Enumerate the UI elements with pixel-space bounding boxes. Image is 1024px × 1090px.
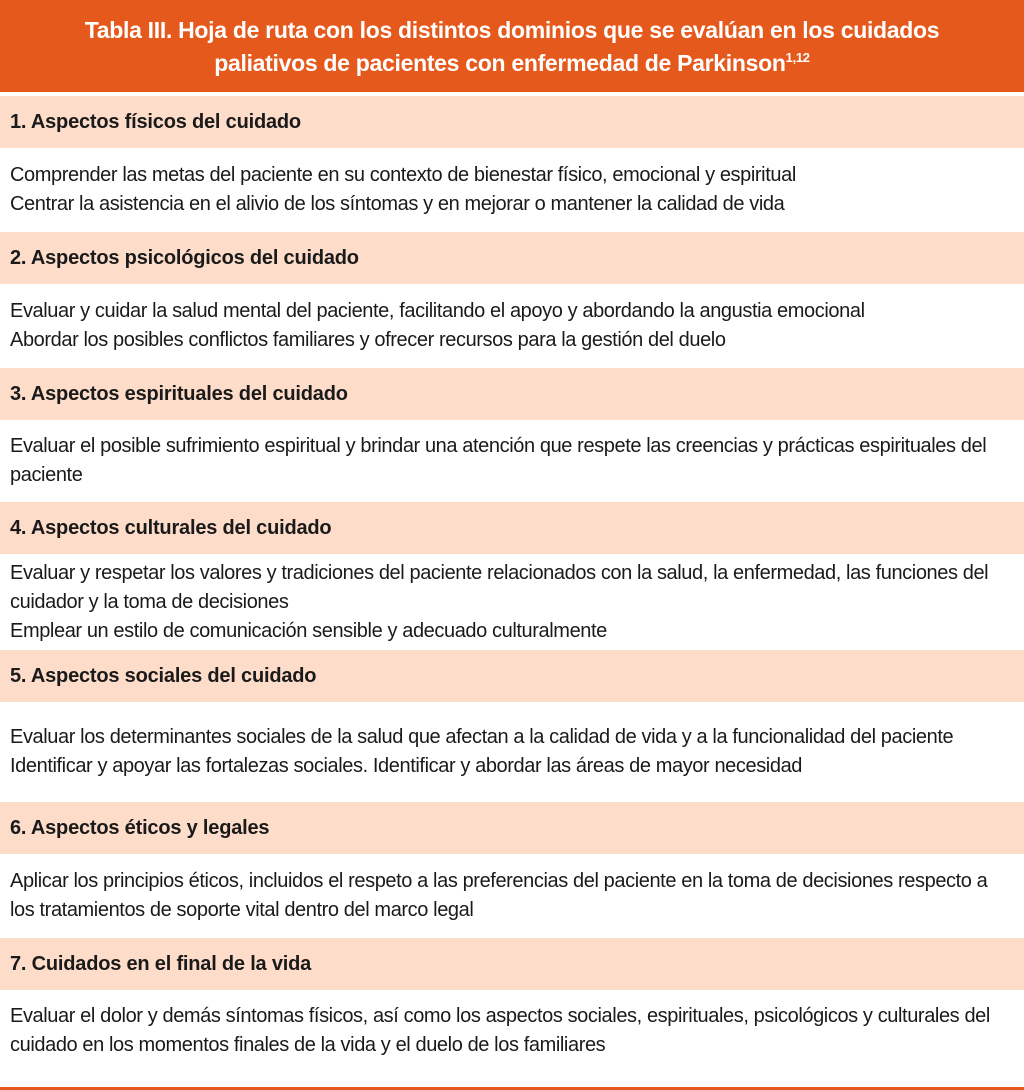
section-body-spiritual [0,420,1024,502]
section-line: Evaluar y cuidar la salud mental del paciente, facilitando el apoyo y abordando la angustia emocional [10,300,865,322]
section-header-physical: 1. Aspectos físicos del cuidado [0,96,1024,148]
table-title-line-2-text: paliativos de pacientes con enfermedad de Parkinson [214,50,786,76]
section-line: Evaluar los determinantes sociales de la salud que afectan a la calidad de vida y a la funcionalidad del paciente [10,726,954,748]
section-line: Abordar los posibles conflictos familiares y ofrecer recursos para la gestión del duelo [10,329,726,351]
section-body-social [0,702,1024,802]
section-header-ethical-legal: 6. Aspectos éticos y legales [0,802,1024,854]
section-header-spiritual: 3. Aspectos espirituales del cuidado [0,368,1024,420]
section-body-ethical-legal [0,854,1024,938]
section-line: Comprender las metas del paciente en su contexto de bienestar físico, emocional y espiritual [10,164,796,186]
section-header-cultural: 4. Aspectos culturales del cuidado [0,502,1024,554]
table-title-references: 1,12 [785,50,810,65]
table-title-line-2 [40,47,984,80]
section-line: Emplear un estilo de comunicación sensible y adecuado culturalmente [10,619,607,642]
section-line: Evaluar el posible sufrimiento espiritual y brindar una atención que respete las creencias y prácticas espirituales del paciente [10,435,987,486]
section-body-cultural [0,554,1024,650]
section-body-psychological [0,284,1024,368]
table-title-line-1: Tabla III. Hoja de ruta con los distintos dominios que se evalúan en los cuidados [84,17,940,43]
table-title [0,0,1024,96]
section-header-social: 5. Aspectos sociales del cuidado [0,650,1024,702]
section-header-psychological: 2. Aspectos psicológicos del cuidado [0,232,1024,284]
section-line: Aplicar los principios éticos, incluidos el respeto a las preferencias del paciente en la toma de decisiones respecto a los tratamientos de soporte vital dentro del marco legal [10,870,988,921]
section-body-physical [0,148,1024,232]
section-line: Identificar y apoyar las fortalezas sociales. Identificar y abordar las áreas de mayor necesidad [10,755,803,777]
section-line: Evaluar el dolor y demás síntomas físicos, así como los aspectos sociales, espirituales, psicológicos y culturales del cuidado en los momentos finales de la vida y el duelo de los familiares [10,1005,990,1056]
section-line: Evaluar y respetar los valores y tradiciones del paciente relacionados con la salud, la enfermedad, las funciones del cuidador y la toma de decisiones [10,561,989,613]
section-header-end-of-life: 7. Cuidados en el final de la vida [0,938,1024,990]
section-body-end-of-life [0,990,1024,1072]
section-line: Centrar la asistencia en el alivio de los síntomas y en mejorar o mantener la calidad de vida [10,193,785,215]
